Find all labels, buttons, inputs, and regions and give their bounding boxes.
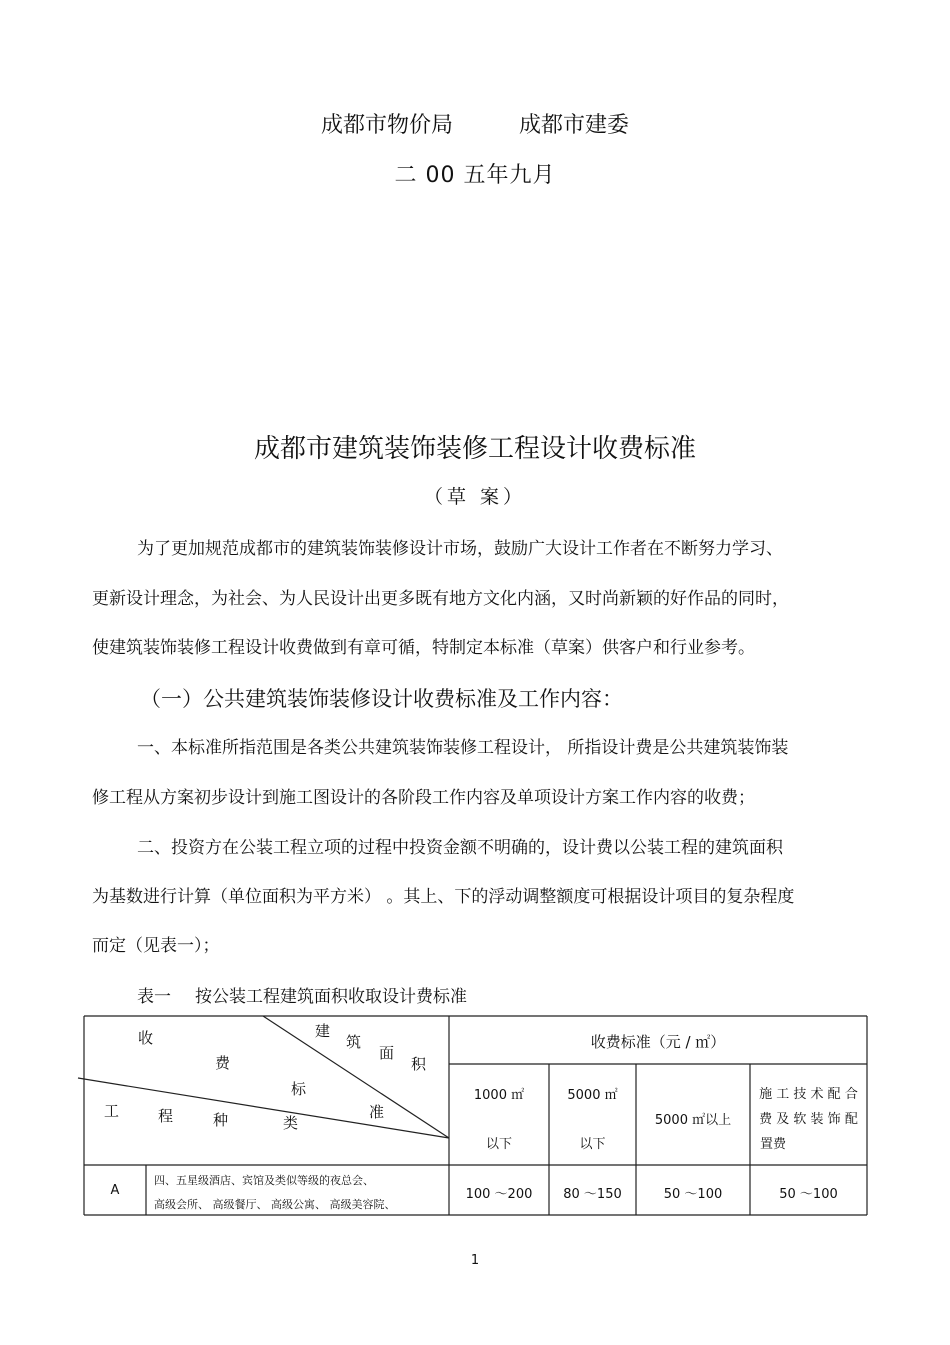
intro-line-3: 使建筑装饰装修工程设计收费做到有章可循，特制定本标准（草案）供客户和行业参考。 bbox=[92, 638, 755, 658]
col-1000-bottom: 以下 bbox=[485, 1137, 512, 1152]
row-a-value-tech-fee: 50 ～100 bbox=[779, 1187, 838, 1202]
diag-char-shou: 收 bbox=[138, 1029, 154, 1047]
row-a-desc-line-2: 高级会所、 高级餐厅、 高级公寓、 高级美容院、 bbox=[154, 1198, 396, 1211]
col-5000-below-top: 5000 ㎡ bbox=[567, 1088, 618, 1103]
table-caption-label: 表一 bbox=[137, 987, 171, 1007]
row-a-grade: A bbox=[110, 1183, 120, 1198]
diag-char-mian: 面 bbox=[379, 1044, 395, 1062]
table-caption-text: 按公装工程建筑面积收取设计费标准 bbox=[195, 987, 467, 1007]
col-tech-fee-line-2: 费 及 软 装 饰 配 bbox=[759, 1112, 858, 1127]
section-heading: （一）公共建筑装饰装修设计收费标准及工作内容： bbox=[140, 687, 623, 711]
row-a-value-1000: 100 ～200 bbox=[465, 1187, 533, 1202]
row-a-value-5000-above: 50 ～100 bbox=[663, 1187, 723, 1202]
item1-line-1: 一、本标准所指范围是各类公共建筑装饰装修工程设计， 所指设计费是公共建筑装饰装 bbox=[137, 738, 789, 758]
col-5000-above: 5000 ㎡以上 bbox=[654, 1113, 732, 1128]
row-a-value-5000-below: 80 ～150 bbox=[563, 1187, 622, 1202]
document-subtitle: （草 案） bbox=[423, 486, 527, 508]
diag-char-lei: 类 bbox=[283, 1114, 299, 1132]
issuer-construction-committee: 成都市建委 bbox=[519, 113, 630, 138]
row-a-desc-line-1: 四、五星级酒店、宾馆及类似等级的夜总会、 bbox=[154, 1174, 374, 1187]
issue-date: 二 00 五年九月 bbox=[394, 163, 556, 188]
page-number: 1 bbox=[470, 1253, 480, 1268]
intro-line-1: 为了更加规范成都市的建筑装饰装修设计市场，鼓励广大设计工作者在不断努力学习、 bbox=[137, 539, 783, 559]
diag-char-fei: 费 bbox=[215, 1054, 231, 1072]
diag-char-ji: 积 bbox=[411, 1055, 427, 1073]
diag-char-zhong: 种 bbox=[213, 1111, 229, 1129]
diag-char-jian: 建 bbox=[315, 1022, 331, 1040]
diag-char-cheng: 程 bbox=[158, 1107, 174, 1125]
item1-line-2: 修工程从方案初步设计到施工图设计的各阶段工作内容及单项设计方案工作内容的收费； bbox=[92, 788, 755, 808]
issuer-price-bureau: 成都市物价局 bbox=[320, 113, 453, 138]
document-title: 成都市建筑装饰装修工程设计收费标准 bbox=[253, 434, 696, 464]
item2-line-3: 而定（见表一）； bbox=[92, 936, 220, 956]
item2-line-2: 为基数进行计算（单位面积为平方米） 。其上、下的浮动调整额度可根据设计项目的复杂程度 bbox=[92, 887, 795, 907]
col-tech-fee-line-3: 置费 bbox=[760, 1137, 787, 1152]
item2-line-1: 二、投资方在公装工程立项的过程中投资金额不明确的，设计费以公装工程的建筑面积 bbox=[137, 838, 783, 858]
diag-char-biao: 标 bbox=[291, 1080, 307, 1098]
diag-char-gong: 工 bbox=[104, 1102, 120, 1120]
fee-standard-header: 收费标准（元 / ㎡） bbox=[590, 1033, 726, 1051]
diag-char-zhu: 筑 bbox=[346, 1033, 362, 1051]
col-5000-below-bottom: 以下 bbox=[579, 1137, 606, 1152]
col-tech-fee-line-1: 施 工 技 术 配 合 bbox=[759, 1087, 858, 1102]
intro-line-2: 更新设计理念，为社会、为人民设计出更多既有地方文化内涵，又时尚新颖的好作品的同时， bbox=[92, 589, 789, 609]
col-1000-top: 1000 ㎡ bbox=[473, 1088, 525, 1103]
diag-char-zhun: 准 bbox=[369, 1103, 385, 1121]
